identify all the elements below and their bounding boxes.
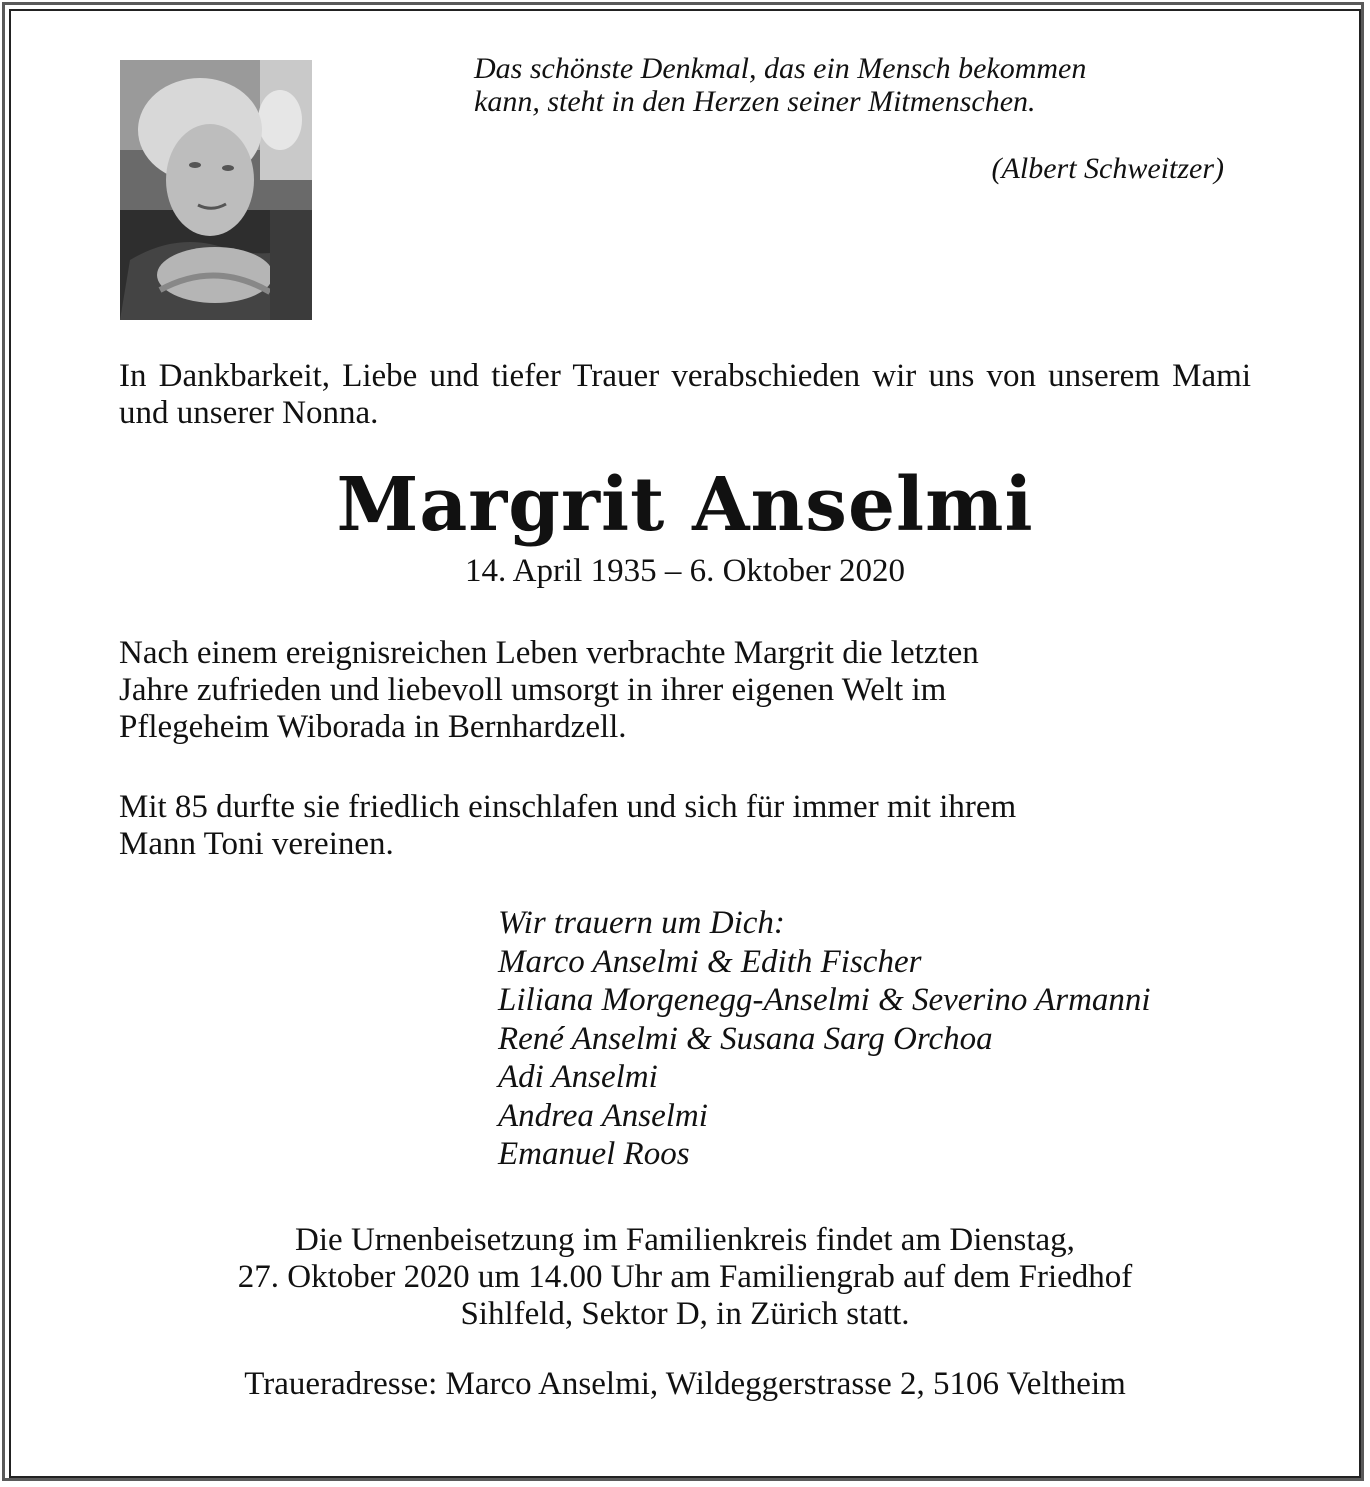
- mourner-name: René Anselmi & Susana Sarg Orchoa: [498, 1020, 993, 1057]
- life-line-3: Pflegeheim Wiborada in Bernhardzell.: [119, 709, 627, 745]
- mourners-heading: Wir trauern um Dich:: [498, 905, 785, 941]
- deceased-name: Margrit Anselmi: [336, 462, 1034, 548]
- funeral-line-2: 27. Oktober 2020 um 14.00 Uhr am Familiengrab auf dem Friedhof: [237, 1259, 1133, 1295]
- passing-line-2: Mann Toni vereinen.: [119, 826, 394, 862]
- mourner-name: Emanuel Roos: [498, 1136, 690, 1172]
- passing-paragraph: [119, 789, 1259, 863]
- mourner-name: Andrea Anselmi: [498, 1097, 708, 1134]
- life-line-2: Jahre zufrieden und liebevoll umsorgt in ihrer eigenen Welt im: [119, 672, 947, 708]
- portrait-image: [120, 60, 312, 320]
- life-line-1: Nach einem ereignisreichen Leben verbrachte Margrit die letzten: [119, 635, 979, 671]
- quote-line-2: kann, steht in den Herzen seiner Mitmenschen.: [474, 85, 1036, 118]
- funeral-line-1: Die Urnenbeisetzung im Familienkreis findet am Dienstag,: [295, 1222, 1075, 1258]
- funeral-info: [0, 1222, 1370, 1333]
- mourning-address: Traueradresse: Marco Anselmi, Wildeggerstrasse 2, 5106 Veltheim: [244, 1366, 1126, 1402]
- mourner-name: Marco Anselmi & Edith Fischer: [498, 943, 922, 980]
- life-paragraph: [119, 635, 1259, 746]
- mourner-name: Adi Anselmi: [498, 1059, 658, 1095]
- quote-line-1: Das schönste Denkmal, das ein Mensch bekommen: [474, 52, 1087, 85]
- quote-author: (Albert Schweitzer): [991, 152, 1224, 185]
- portrait-photo: [120, 60, 312, 320]
- intro-paragraph: In Dankbarkeit, Liebe und tiefer Trauer verabschieden wir uns von unserem Mami und unserer Nonna.: [119, 358, 1251, 431]
- life-dates: 14. April 1935 – 6. Oktober 2020: [465, 553, 905, 589]
- mourners-list: [498, 904, 1278, 1174]
- quote: [474, 52, 1234, 118]
- mourner-name: Liliana Morgenegg-Anselmi & Severino Armanni: [498, 982, 1151, 1018]
- funeral-line-3: Sihlfeld, Sektor D, in Zürich statt.: [460, 1296, 910, 1332]
- passing-line-1: Mit 85 durfte sie friedlich einschlafen und sich für immer mit ihrem: [119, 789, 1017, 825]
